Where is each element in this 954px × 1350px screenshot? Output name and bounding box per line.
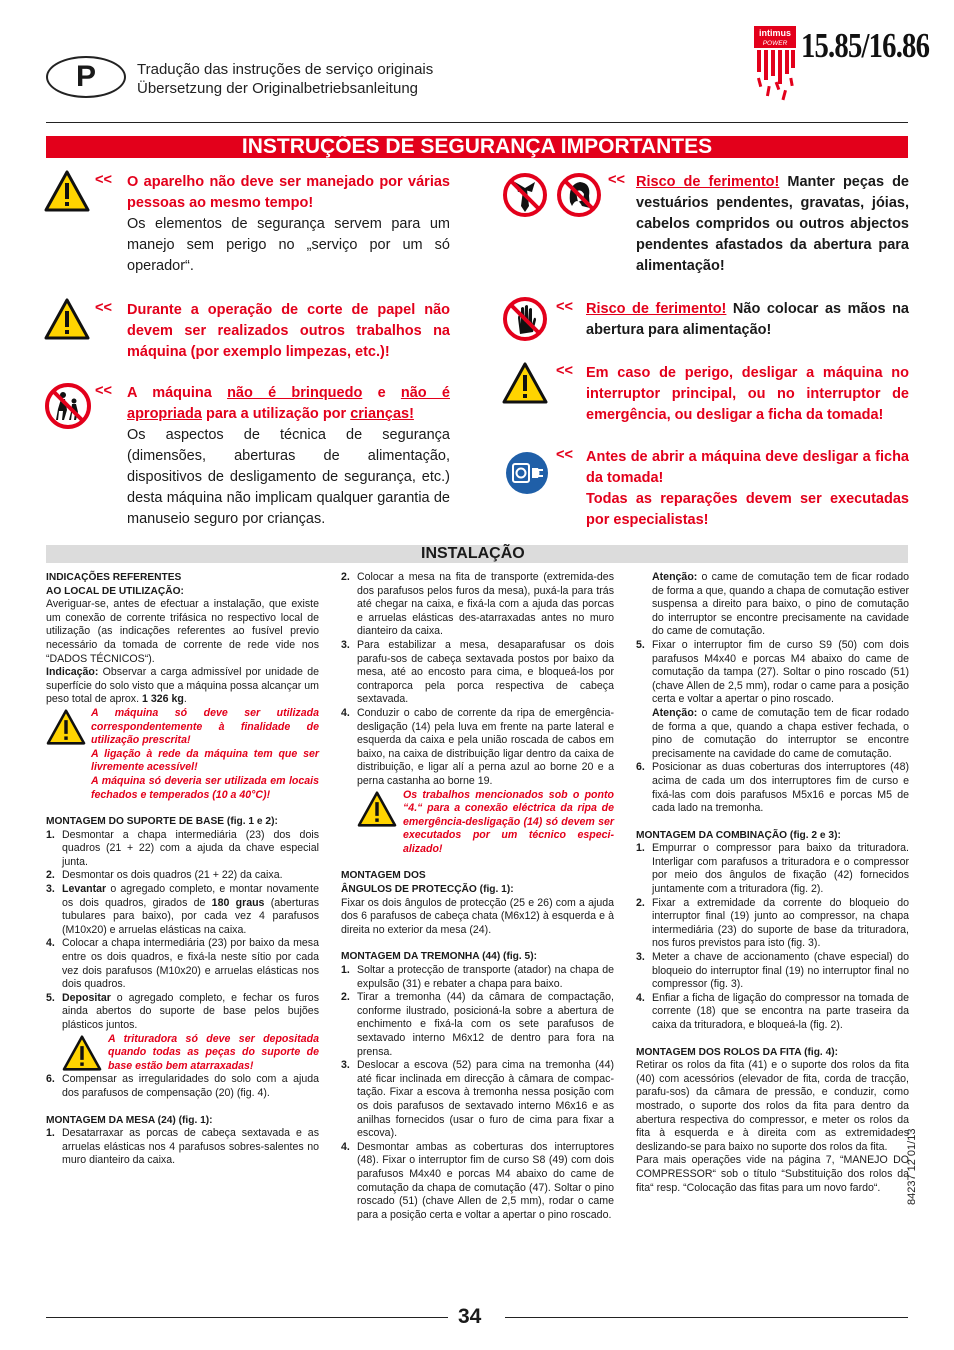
step-number: 3.: [46, 883, 55, 896]
text: .: [183, 693, 187, 706]
step-number: 4.: [341, 706, 350, 719]
section-heading: MONTAGEM DA TREMONHA (44) (fig. 5):: [341, 951, 537, 963]
paragraph: Averiguar-se, antes de efectuar a instalação, que existe um conexão de corrente trifásica no respectivo local de utilização (as indicações referentes ao fusível previo necessário da tomada de corrente de rede vide nos “DADOS TÉCNICOS“).: [46, 598, 319, 665]
label: Atenção:: [652, 571, 698, 583]
column-3: [636, 571, 909, 1195]
injury-risk-label: Risco de ferimento!: [636, 174, 780, 190]
step-list: [341, 964, 614, 1222]
warning-no-other-work: Durante a operação de corte de papel não devem ser realizados outros trabalhos na máquina (por exemplo limpezas, etc.)!: [127, 302, 450, 360]
step-list: [636, 761, 909, 815]
step-number: 6.: [636, 761, 645, 774]
step-list: [46, 1073, 319, 1100]
section-heading: MONTAGEM DO SUPORTE DE BASE (fig. 1 e 2):: [46, 816, 278, 828]
step-number: 1.: [46, 1127, 55, 1140]
installation-title: INSTALAÇÃO: [421, 545, 525, 562]
step-text: Colocar a mesa na fita de transporte (extremida-des dos parafusos pelos furos da mesa), puxá-la para trás até chegar na caixa, e fixá-la com a ajuda das porcas e arruelas elásticas des-atarraxadas antes no muro dianteiro da caixa.: [357, 571, 614, 638]
step-text: Compensar as irregularidades do solo com a ajuda dos parafusos de compensação (20) (fig. 4).: [62, 1073, 319, 1099]
step-text: Desmontar ambas as coberturas dos interruptores (48). Fixar o interruptor fim de curso S8 (49) com dois parafusos M4x40 e porcas M4 abaixo do came de comutação da chapa de comutação (47). Soltar o pino roscado (51) (chave Allen de 2,5 mm), rodar o came para a posição certa e voltar a apertar o pino roscado.: [357, 1140, 614, 1221]
step-number: 5.: [636, 638, 645, 651]
warning-loose-clothing: [636, 172, 909, 277]
label: Indicação:: [46, 666, 99, 679]
attention-note: [636, 707, 909, 761]
section-heading: MONTAGEM DA COMBINAÇÃO (fig. 2 e 3):: [636, 829, 841, 841]
warning-bold: [127, 383, 450, 425]
step-number: 1.: [46, 828, 55, 841]
w3-part: para a utilização por: [205, 406, 351, 422]
chevron-marker: <<: [556, 447, 573, 463]
step-number: 2.: [46, 869, 55, 882]
step-bold: 180 graus: [211, 896, 265, 909]
warning-no-hands: [586, 299, 909, 341]
warning-bold: Todas as reparações devem ser executadas por especialistas!: [586, 491, 909, 528]
section-heading: AO LOCAL DE UTILIZAÇÃO:: [46, 585, 184, 597]
warning-bold: O aparelho não deve ser manejado por várias pessoas ao mesmo tempo!: [127, 174, 450, 211]
list-item: [46, 1073, 319, 1100]
step-number: 1.: [636, 842, 645, 855]
list-item: [636, 951, 909, 992]
list-item: [46, 829, 319, 870]
no-long-hair-icon: [556, 172, 602, 218]
attention-note: [636, 571, 909, 639]
text: o came de comutação tem de ficar rodado de forma a que, quando a chapa estiver fechada, o pino de comutação do interruptor se encontre precisamente na cavidade do came de comutação.: [652, 706, 909, 760]
header-divider: [46, 122, 908, 123]
list-item: [341, 991, 614, 1059]
list-item: [46, 1127, 319, 1168]
warning-text: Não colocar as mãos na abertura para alimentação!: [586, 301, 909, 338]
step-text: Para estabilizar a mesa, desaparafusar os dois parafu-sos de cabeça sextavada postos por baixo da mesa, até ao encosto para cima, e bloqueá-los por contraporca pela porca respectiva de cabeça sextavada.: [357, 638, 614, 706]
warning-text: Os aspectos de técnica de segurança (dimensões, aberturas de alimentação, dispositivos de desligamento de segurança, etc.) desta máquina não implicam qualquer garantia de manuseio seguro por crianças.: [127, 427, 450, 527]
warning-text: Manter peças de vestuários pendentes, gravatas, jóias, cabelos compridos ou outros abjectos pendentes afastados da abertura para alimentação!: [636, 174, 909, 274]
list-item: [636, 761, 909, 815]
column-1: [46, 571, 319, 1168]
chevron-marker: <<: [556, 299, 573, 315]
step-text: (aberturas tubulares para baixo), por cada vez 4 parafusos (M10x20) e arruelas elásticas na caixa.: [62, 896, 319, 936]
footer-rule-right: [505, 1317, 908, 1318]
step-text: Fixar a extremidade da corrente do bloqueio do interruptor final (19) junto ao compressor, na chapa intermediária (23) do suporte de base da trituradora, nos furos previstos para isto (fig. 3).: [652, 896, 909, 950]
subtitle-line-2: Übersetzung der Originalbetriebsanleitung: [137, 80, 419, 97]
list-item: [341, 1059, 614, 1141]
step-number: 2.: [636, 896, 645, 909]
chevron-marker: <<: [608, 172, 625, 188]
w3-part: A máquina: [127, 385, 228, 401]
injury-risk-label: Risco de ferimento!: [586, 301, 727, 317]
section-heading: INDICAÇÕES REFERENTES: [46, 572, 182, 583]
list-item: [636, 842, 909, 896]
intimus-logo: [754, 26, 796, 104]
warning-single-operator: [127, 172, 450, 277]
step-number: 4.: [341, 1140, 350, 1153]
list-item: [46, 869, 319, 883]
step-number: 5.: [46, 991, 55, 1004]
step-number: 2.: [341, 991, 350, 1004]
step-number: 2.: [341, 571, 350, 583]
brand-text: intimus: [758, 28, 792, 38]
warning-bold: Antes de abrir a máquina deve desligar a ficha da tomada!: [586, 449, 909, 486]
section-heading: MONTAGEM DOS: [341, 870, 426, 882]
warning-triangle-icon: [44, 298, 90, 340]
step-text: Posicionar as duas coberturas dos interruptores (48) acima de cada um dos interruptores fim de curso e fixá-las com dois parafusos M5x16 e porcas M5 de cada lado na tremonha.: [652, 761, 909, 815]
list-item: [341, 964, 614, 991]
column-2: [341, 571, 614, 1222]
note: A trituradora só deve ser depositada quando todas as peças do suporte de base estão bem atarraxadas!: [108, 1032, 319, 1072]
step-list: [341, 571, 614, 789]
warning-not-a-toy: [127, 383, 450, 530]
step-number: 3.: [636, 951, 645, 964]
step-bold: Depositar: [62, 991, 111, 1004]
safety-banner: INSTRUÇÕES DE SEGURANÇA IMPORTANTES: [46, 136, 908, 158]
text: Observar a carga admissível por unidade de superfície do solo visto que a máquina possa alcançar um peso total de aprox.: [46, 666, 319, 706]
step-text: Colocar a chapa intermediária (23) por baixo da mesa entre os dois quadros, e fixá-la neste sítio por cada vez dois parafusos (M10x20) e arruelas elásticas nos dois quadros.: [62, 937, 319, 991]
paragraph: Retirar os rolos da fita (41) e o suporte dos rolos da fita (40) com acessórios (elevador de fita, corda de tracção, parafu-sos) da câmara de pressão, e conduzir, como mostrado, o suporte dos rolos da fita para dentro da abertura respectiva do compressor, e meter os rolos da fita à esquerda e à direita com as extremidades deslizando-se para baixo no suporte dos rolos da fita.: [636, 1059, 909, 1153]
note-block: [46, 1033, 319, 1074]
list-item: [46, 992, 319, 1033]
label: Atenção:: [652, 706, 698, 719]
list-item: [46, 883, 319, 937]
w3-part: crianças!: [350, 406, 414, 422]
no-hands-icon: [502, 296, 548, 342]
paragraph: [46, 666, 319, 707]
model-number: 15.85/16.86: [801, 26, 930, 65]
note-block: [46, 707, 319, 802]
no-children-icon: [44, 382, 92, 430]
section-heading: ÂNGULOS DE PROTECÇÃO (fig. 1):: [341, 884, 514, 896]
unplug-mandatory-icon: [504, 450, 550, 496]
list-item: [341, 639, 614, 707]
list-item: [341, 571, 614, 639]
note: A máquina só deve ser utilizada correspondentemente à finalidade de utilização prescrita!: [91, 706, 319, 747]
chevron-marker: <<: [95, 172, 112, 188]
list-item: [636, 897, 909, 951]
step-text: Empurrar o compressor para baixo da trituradora. Interligar com parafusos a trituradora e o compressor por meio dos ângulos de fixação (42) fornecidos juntamente com a trituradora (fig. 2).: [652, 842, 909, 896]
step-text: Desmontar a chapa intermediária (23) dos dois quadros (21 + 22) com a ajuda da chave especial junta.: [62, 828, 319, 868]
step-text: Desmontar os dois quadros (21 + 22) da caixa.: [62, 869, 283, 882]
step-number: 4.: [46, 937, 55, 950]
list-item: [636, 639, 909, 707]
chevron-marker: <<: [95, 383, 112, 399]
step-text: o agregado completo, e montar novamente os dois quadros, girados de: [62, 883, 319, 909]
w3-part: não é brinquedo: [227, 385, 363, 401]
w3-part: não é apropriada: [127, 385, 450, 422]
warning-triangle-icon: [46, 709, 86, 745]
list-item: [636, 992, 909, 1033]
step-list: [636, 639, 909, 707]
step-text: Deslocar a escova (52) para cima na tremonha (44) até ficar inclinada em direcção à câmara de compac-tação. Fixar a escova à tremonha nessa posição com os dois parafusos de sextavado interno M6x16 e as anilhas fornecidos (usar o furo de cima para fixar a escova).: [357, 1059, 614, 1140]
step-text: Tirar a tremonha (44) da câmara de compactação, conforme ilustrado, posicioná-la sobre a abertura de enchimento e fixá-la com os sete parafusos de sextavado interno M6x12 de dentro para fora na prensa.: [357, 991, 614, 1058]
step-text: Fixar o interruptor fim de curso S9 (50) com dois parafusos M4x40 e porcas M4 abaixo do came de comutação da tampa (27). Soltar o pino roscado (51) (chave Allen de 2,5 mm), rodar o came para a posição certa e voltar a apertar o pino roscado.: [652, 638, 909, 706]
document-reference: 84237 12 01/13: [906, 1128, 918, 1205]
step-list: [636, 842, 909, 1032]
warning-triangle-icon: [44, 170, 90, 212]
note: Os trabalhos mencionados sob o ponto “4.“ para a conexão eléctrica da ripa de emergência-desligação (14) só devem ser executados por um técnico especi-alizado!: [403, 788, 614, 855]
warning-triangle-icon: [62, 1035, 102, 1071]
section-heading: MONTAGEM DA MESA (24) (fig. 1):: [46, 1114, 213, 1126]
step-text: Soltar a protecção de transporte (atador) na chapa de expulsão (31) e rebater a chapa para baixo.: [357, 964, 614, 990]
header-subtitle: [137, 60, 433, 98]
installation-header: [46, 545, 908, 563]
step-number: 1.: [341, 964, 350, 977]
chevron-marker: <<: [556, 363, 573, 379]
note: A ligação à rede da máquina tem que ser livremente acessível!: [91, 747, 319, 774]
footer-rule-left: [46, 1317, 448, 1318]
text: o came de comutação tem de ficar rodado de forma a que, quando a chapa de comutação estiver suspensa a direito para baixo, o pino de comutação do interruptor se encontre precisamente na cavidade do came de comutação.: [652, 571, 909, 638]
list-item: [46, 937, 319, 991]
weight-value: 1 326 kg: [142, 693, 184, 706]
warning-triangle-icon: [502, 362, 548, 404]
warning-text: Os elementos de segurança servem para um manejo sem perigo no „serviço por um só operador“.: [127, 216, 450, 274]
page-number: 34: [458, 1305, 482, 1328]
step-number: 6.: [46, 1073, 55, 1086]
paragraph: Para mais operações vide na página 7, “MANEJO DO COMPRESSOR“ sob o título “Substituição dos rolos da fita“ resp. “Colocação das fitas para um novo fardo“.: [636, 1154, 909, 1194]
step-bold: Levantar: [62, 883, 107, 896]
step-number: 3.: [341, 1059, 350, 1072]
chevron-marker: <<: [95, 300, 112, 316]
note-block: [341, 789, 614, 857]
section-heading: MONTAGEM DOS ROLOS DA FITA (fig. 4):: [636, 1046, 839, 1058]
step-number: 3.: [341, 638, 350, 651]
brand-sub-text: POWER: [762, 40, 788, 47]
list-item: [341, 1141, 614, 1223]
language-badge: P: [46, 56, 126, 98]
w3-part: e: [362, 385, 401, 401]
step-list: [46, 829, 319, 1033]
step-text: Enfiar a ficha de ligação do compressor na tomada de corrente (18) que se encontra na parte traseira da caixa da trituradora, e bloqueá-la (fig. 2).: [652, 991, 909, 1031]
warning-emergency-stop: Em caso de perigo, desligar a máquina no interruptor principal, ou no interruptor de emergência, ou desligar a ficha da tomada!: [586, 365, 909, 423]
no-tie-icon: [502, 172, 548, 218]
step-number: 4.: [636, 991, 645, 1004]
step-text: Desatarraxar as porcas de cabeça sextavada e as arruelas elásticas nos 4 parafusos sobres-salentes no muro dianteiro da caixa.: [62, 1127, 319, 1167]
paragraph: Fixar os dois ângulos de protecção (25 e 26) com a ajuda dos 6 parafusos de cabeça chata (M6x12) à esquerda e à direita no exterior da mesa (24).: [341, 896, 614, 936]
warning-triangle-icon: [357, 791, 397, 827]
list-item: [341, 707, 614, 789]
warning-unplug-before-open: [586, 447, 909, 531]
step-list: [46, 1127, 319, 1168]
step-text: Meter a chave de accionamento (chave especial) do bloqueio do interruptor final (19) no interruptor final no compressor (fig. 3).: [652, 951, 909, 991]
note: A máquina só deveria ser utilizada em locais fechados e temperados (10 a 40°C)!: [91, 774, 319, 801]
subtitle-line-1: Tradução das instruções de serviço originais: [137, 61, 434, 78]
step-text: Conduzir o cabo de corrente da ripa de emergência-desligação (14) pela luva em frente na parte lateral e esquerda da caixa e pela união roscada de cabos em baixo, na caixa de distribuição ligar dentro da caixa de distribuição, e ligar alí a perna azul ao borne 20 e a perna castanha ao borne 19.: [357, 706, 614, 787]
step-text: o agregado completo, e fechar os furos ainda abertos do suporte de base pelos bujões plásticos juntos.: [62, 991, 319, 1031]
